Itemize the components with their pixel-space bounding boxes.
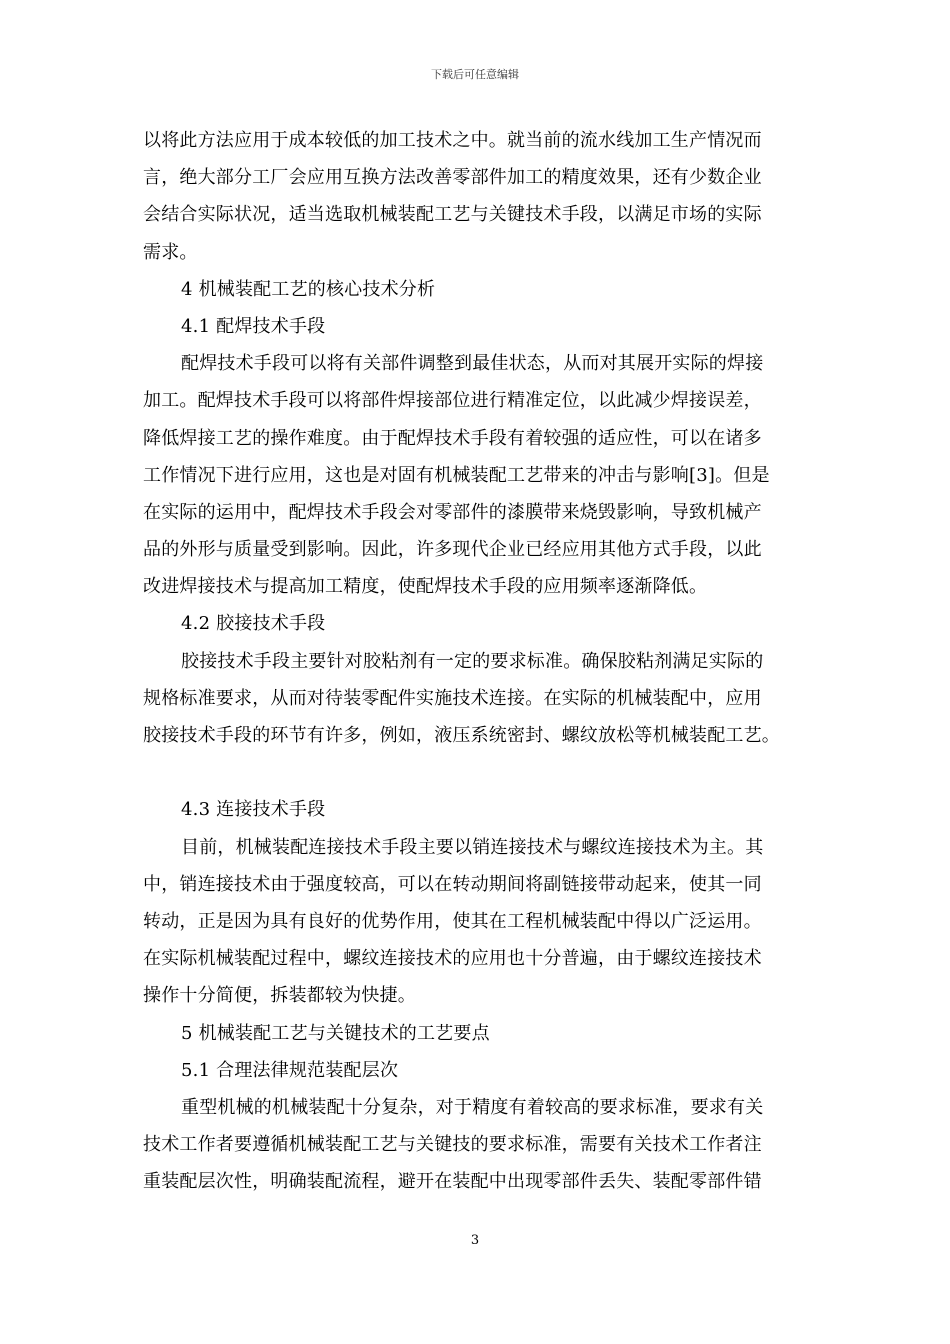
subsection-heading: 4.1 配焊技术手段 [181,315,326,337]
blank-line [143,754,811,791]
body-line: 胶接技术手段主要针对胶粘剂有一定的要求标准。确保胶粘剂满足实际的 [181,650,764,672]
body-line: 配焊技术手段可以将有关部件调整到最佳状态，从而对其展开实际的焊接 [181,353,764,375]
page-number: 3 [470,1233,480,1248]
body-line: 技术工作者要遵循机械装配工艺与关键技的要求标准，需要有关技术工作者注 [143,1134,762,1156]
body-line: 胶接技术手段的环节有许多，例如，液压系统密封、螺纹放松等机械装配工艺。 [143,725,780,746]
body-line: 降低焊接工艺的操作难度。由于配焊技术手段有着较强的适应性，可以在诸多 [143,427,762,449]
body-line: 中，销连接技术由于强度较高，可以在转动期间将副链接带动起来，使其一同 [143,873,762,895]
body-line: 重装配层次性，明确装配流程，避开在装配中出现零部件丢失、装配零部件错 [143,1171,762,1193]
body-line: 在实际的运用中，配焊技术手段会对零部件的漆膜带来烧毁影响，导致机械产 [143,501,762,523]
page-header: 下载后可任意编辑 [431,68,519,81]
body-line: 规格标准要求，从而对待装零配件实施技术连接。在实际的机械装配中，应用 [143,687,762,709]
body-line: 需求。 [143,241,198,263]
body-line: 操作十分简便，拆装都较为快捷。 [143,985,416,1007]
body-line: 工作情况下进行应用，这也是对固有机械装配工艺带来的冲击与影响[3]。但是 [143,464,770,486]
body-line: 加工。配焊技术手段可以将部件焊接部位进行精准定位，以此减少焊接误差， [143,390,762,412]
body-line: 改进焊接技术与提高加工精度，使配焊技术手段的应用频率逐渐降低。 [143,576,708,598]
body-line: 会结合实际状况，适当选取机械装配工艺与关键技术手段，以满足市场的实际 [143,204,762,226]
body-line: 目前，机械装配连接技术手段主要以销连接技术与螺纹连接技术为主。其 [181,836,764,858]
body-line: 以将此方法应用于成本较低的加工技术之中。就当前的流水线加工生产情况而 [143,130,762,151]
body-line: 言，绝大部分工厂会应用互换方法改善零部件加工的精度效果，还有少数企业 [143,167,762,189]
subsection-heading: 4.3 连接技术手段 [181,799,326,821]
subsection-heading: 5.1 合理法律规范装配层次 [181,1059,399,1081]
section-heading: 5 机械装配工艺与关键技术的工艺要点 [181,1022,490,1044]
body-line: 在实际机械装配过程中，螺纹连接技术的应用也十分普遍，由于螺纹连接技术 [143,948,762,970]
document-body [143,122,811,1200]
body-line: 重型机械的机械装配十分复杂，对于精度有着较高的要求标准，要求有关 [181,1096,764,1118]
body-line: 转动，正是因为具有良好的优势作用，使其在工程机械装配中得以广泛运用。 [143,910,762,932]
subsection-heading: 4.2 胶接技术手段 [181,613,326,635]
section-heading: 4 机械装配工艺的核心技术分析 [181,278,436,300]
body-line: 品的外形与质量受到影响。因此，许多现代企业已经应用其他方式手段，以此 [143,539,762,561]
